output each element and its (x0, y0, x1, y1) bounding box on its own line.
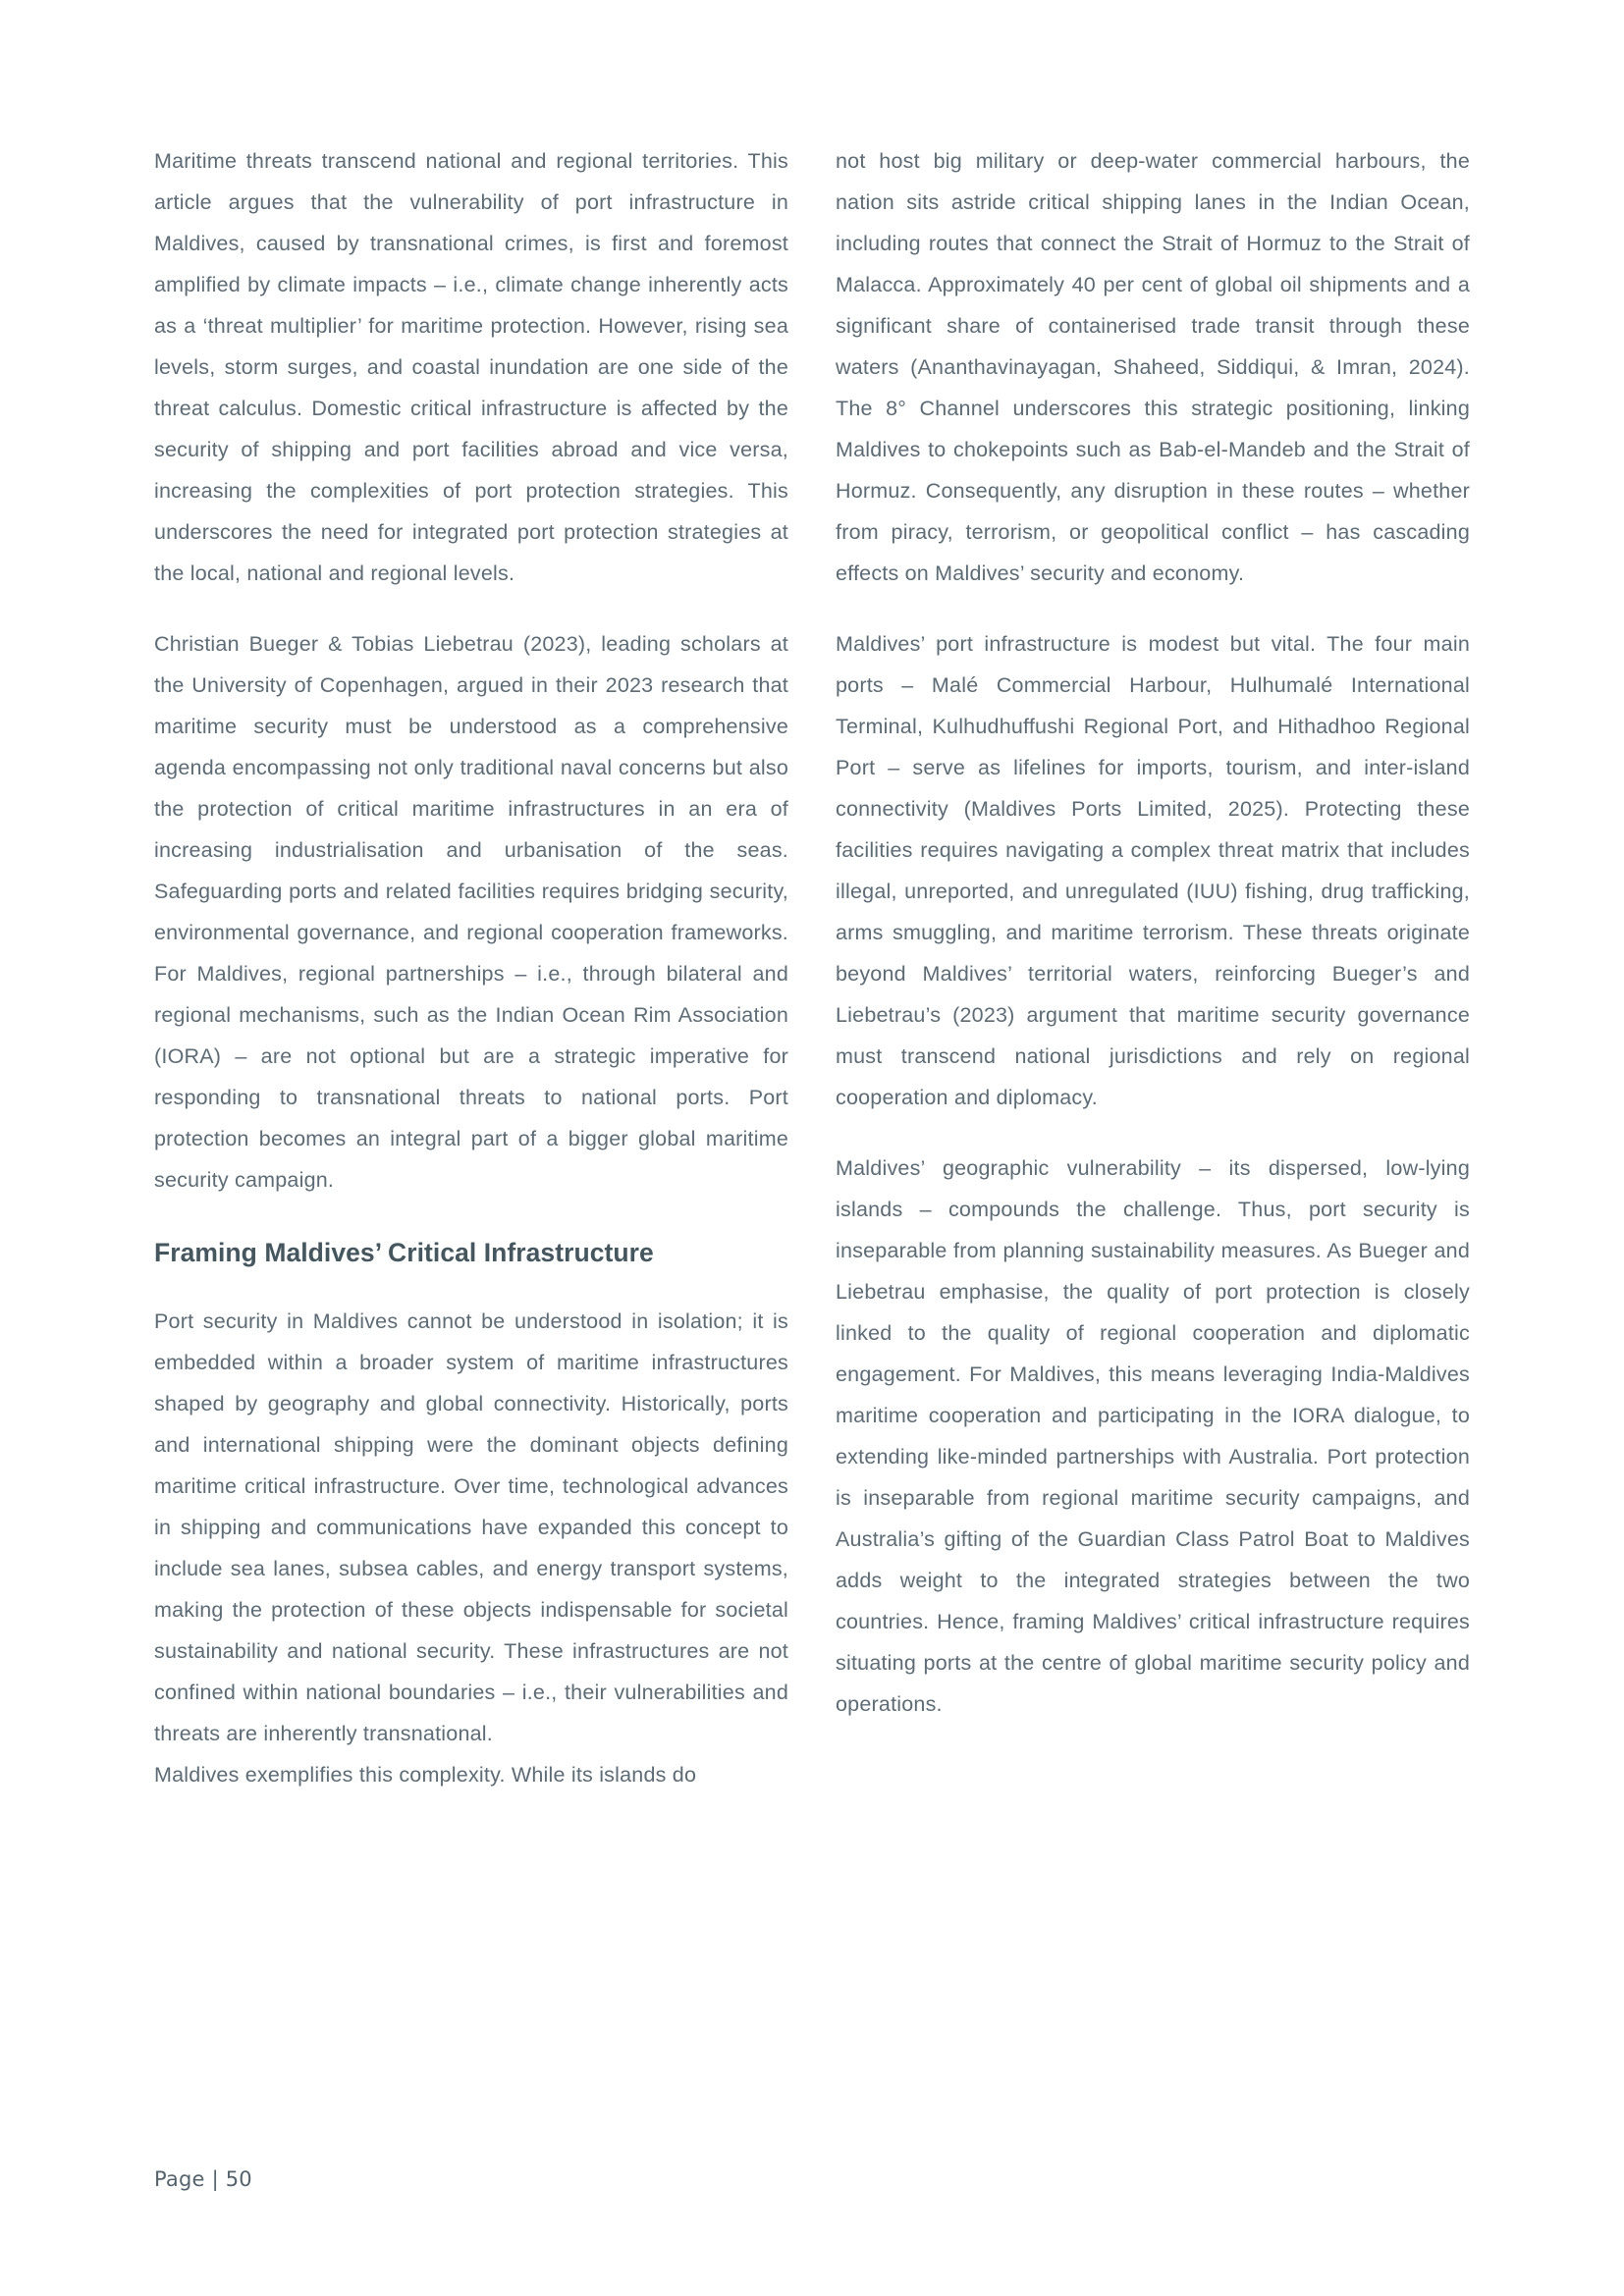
paragraph: Maldives exemplifies this complexity. While its islands do (154, 1763, 697, 1787)
paragraph: not host big military or deep-water commercial harbours, the nation sits astride critical shipping lanes in the Indian Ocean, including routes that connect the Strait of Hormuz to the Strait of Malacca. Approximately 40 per cent of global oil shipments and a significant share of containerised trade transit through these waters (Ananthavinayagan, Shaheed, Siddiqui, & Imran, 2024). The 8° Channel underscores this strategic positioning, linking Maldives to chokepoints such as Bab-el-Mandeb and the Strait of Hormuz. Consequently, any disruption in these routes – whether from piracy, terrorism, or geopolitical conflict – has cascading effects on Maldives’ security and economy. (836, 149, 1470, 585)
page-number-footer: Page | 50 (154, 2167, 252, 2191)
paragraph: Maldives’ port infrastructure is modest but vital. The four main ports – Malé Commercial Harbour, Hulhumalé International Terminal, Kulhudhuffushi Regional Port, and Hithadhoo Regional Port – serve as lifelines for imports, tourism, and inter-island connectivity (Maldives Ports Limited, 2025). Protecting these facilities requires navigating a complex threat matrix that includes illegal, unreported, and unregulated (IUU) fishing, drug trafficking, arms smuggling, and maritime terrorism. These threats originate beyond Maldives’ territorial waters, reinforcing Bueger’s and Liebetrau’s (2023) argument that maritime security governance must transcend national jurisdictions and rely on regional cooperation and diplomacy. (836, 632, 1470, 1109)
section-heading: Framing Maldives’ Critical Infrastructure (154, 1238, 654, 1267)
right-column (836, 140, 1470, 1754)
two-column-body (154, 140, 1470, 1795)
paragraph: Port security in Maldives cannot be understood in isolation; it is embedded within a broader system of maritime infrastructures shaped by geography and global connectivity. Historically, ports and international shipping were the dominant objects defining maritime critical infrastructure. Over time, technological advances in shipping and communications have expanded this concept to include sea lanes, subsea cables, and energy transport systems, making the protection of these objects indispensable for societal sustainability and national security. These infrastructures are not confined within national boundaries – i.e., their vulnerabilities and threats are inherently transnational. (154, 1309, 788, 1745)
paragraph: Maritime threats transcend national and regional territories. This article argues that the vulnerability of port infrastructure in Maldives, caused by transnational crimes, is first and foremost amplified by climate impacts – i.e., climate change inherently acts as a ‘threat multiplier’ for maritime protection. However, rising sea levels, storm surges, and coastal inundation are one side of the threat calculus. Domestic critical infrastructure is affected by the security of shipping and port facilities abroad and vice versa, increasing the complexities of port protection strategies. This underscores the need for integrated port protection strategies at the local, national and regional levels. (154, 149, 788, 585)
left-column (154, 140, 788, 1795)
paragraph: Maldives’ geographic vulnerability – its dispersed, low-lying islands – compounds the challenge. Thus, port security is inseparable from planning sustainability measures. As Bueger and Liebetrau emphasise, the quality of port protection is closely linked to the quality of regional cooperation and diplomatic engagement. For Maldives, this means leveraging India-Maldives maritime cooperation and participating in the IORA dialogue, to extending like-minded partnerships with Australia. Port protection is inseparable from regional maritime security campaigns, and Australia’s gifting of the Guardian Class Patrol Boat to Maldives adds weight to the integrated strategies between the two countries. Hence, framing Maldives’ critical infrastructure requires situating ports at the centre of global maritime security policy and operations. (836, 1156, 1470, 1716)
paragraph: Christian Bueger & Tobias Liebetrau (2023), leading scholars at the University of Copenhagen, argued in their 2023 research that maritime security must be understood as a comprehensive agenda encompassing not only traditional naval concerns but also the protection of critical maritime infrastructures in an era of increasing industrialisation and urbanisation of the seas. Safeguarding ports and related facilities requires bridging security, environmental governance, and regional cooperation frameworks. For Maldives, regional partnerships – i.e., through bilateral and regional mechanisms, such as the Indian Ocean Rim Association (IORA) – are not optional but are a strategic imperative for responding to transnational threats to national ports. Port protection becomes an integral part of a bigger global maritime security campaign. (154, 632, 788, 1192)
